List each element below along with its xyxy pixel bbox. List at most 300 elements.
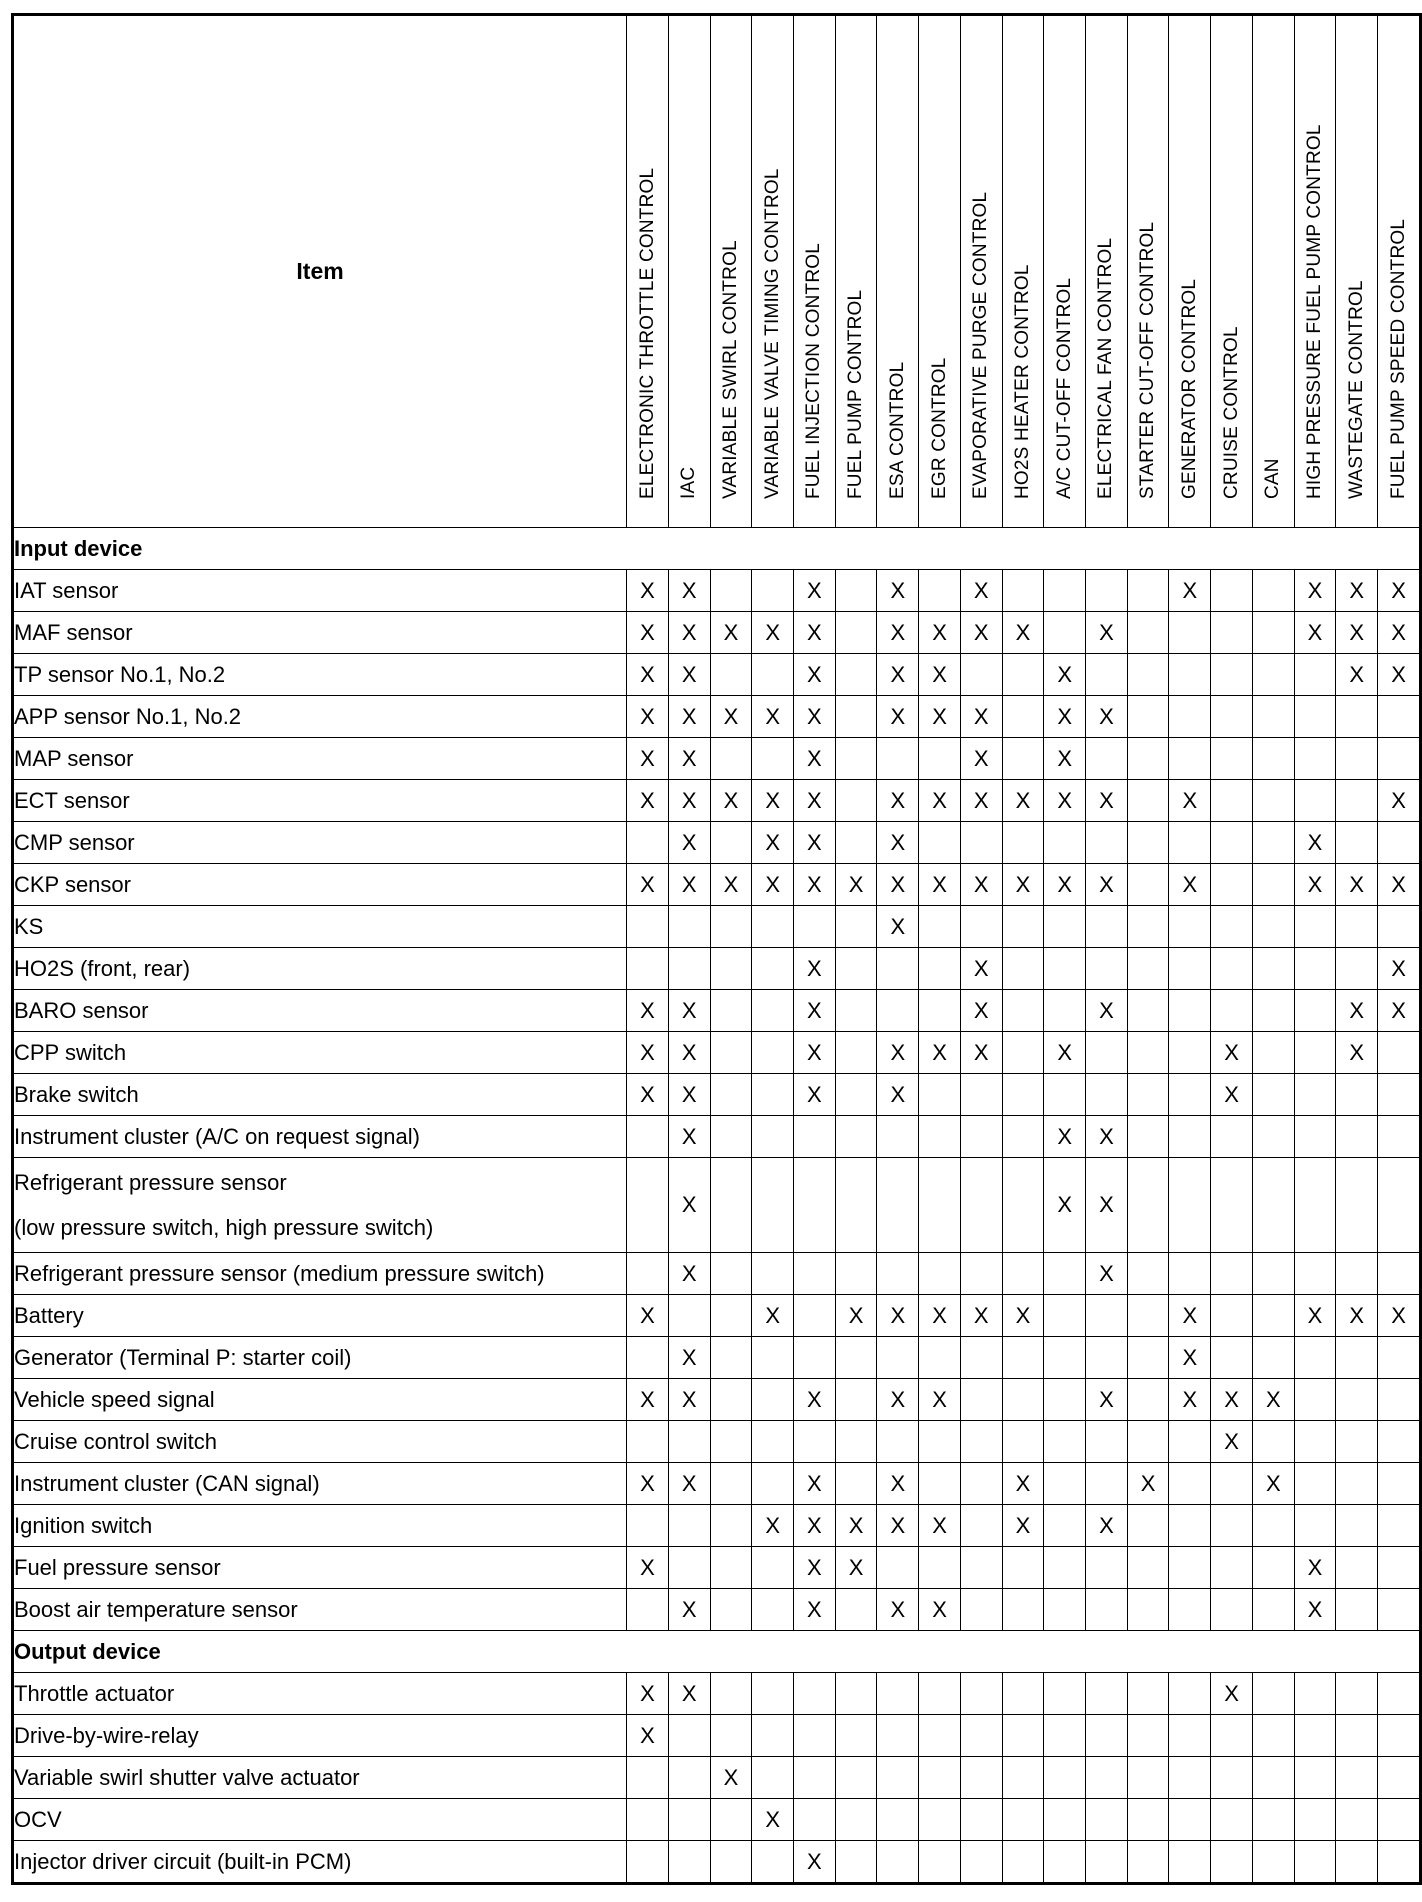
mark-cell-empty: [1169, 1589, 1211, 1631]
mark-cell-empty: [877, 990, 919, 1032]
mark-cell-x: X: [835, 1547, 877, 1589]
mark-cell-empty: [1252, 654, 1294, 696]
mark-cell-empty: [1211, 1841, 1253, 1884]
column-header-label: EGR CONTROL: [928, 357, 950, 499]
mark-cell-empty: [919, 1116, 961, 1158]
mark-cell-empty: [1086, 1589, 1128, 1631]
mark-cell-empty: [1336, 1547, 1378, 1589]
mark-cell-empty: [752, 1032, 794, 1074]
mark-cell-empty: [1378, 1757, 1421, 1799]
column-header: [919, 15, 961, 528]
mark-cell-empty: [1252, 1253, 1294, 1295]
mark-cell-empty: [1211, 1757, 1253, 1799]
column-header-label: GENERATOR CONTROL: [1178, 278, 1200, 499]
mark-cell-empty: [668, 1505, 710, 1547]
mark-cell-empty: [1294, 1715, 1336, 1757]
mark-cell-x: X: [877, 1295, 919, 1337]
mark-cell-empty: [1044, 948, 1086, 990]
mark-cell-empty: [919, 1715, 961, 1757]
row-label: Instrument cluster (A/C on request signal): [13, 1116, 627, 1158]
row-label: [13, 1158, 627, 1253]
mark-cell-x: X: [627, 780, 669, 822]
mark-cell-empty: [1336, 1673, 1378, 1715]
mark-cell-empty: [1336, 1074, 1378, 1116]
mark-cell-empty: [1336, 906, 1378, 948]
mark-cell-empty: [1336, 1799, 1378, 1841]
column-header-label: STARTER CUT-OFF CONTROL: [1137, 221, 1159, 499]
mark-cell-x: X: [1336, 1295, 1378, 1337]
mark-cell-empty: [1127, 822, 1169, 864]
mark-cell-empty: [1252, 1799, 1294, 1841]
mark-cell-empty: [752, 1841, 794, 1884]
mark-cell-x: X: [1252, 1463, 1294, 1505]
mark-cell-empty: [1252, 570, 1294, 612]
mark-cell-empty: [627, 948, 669, 990]
mark-cell-empty: [752, 1379, 794, 1421]
mark-cell-empty: [1294, 1841, 1336, 1884]
mark-cell-empty: [1127, 990, 1169, 1032]
mark-cell-x: X: [668, 1379, 710, 1421]
mark-cell-empty: [1002, 822, 1044, 864]
mark-cell-x: X: [1169, 1295, 1211, 1337]
mark-cell-x: X: [1044, 1158, 1086, 1253]
mark-cell-empty: [1336, 738, 1378, 780]
section-title: Input device: [13, 528, 1421, 570]
mark-cell-x: X: [960, 1295, 1002, 1337]
mark-cell-empty: [877, 1547, 919, 1589]
mark-cell-empty: [1044, 1505, 1086, 1547]
column-header-label: VARIABLE VALVE TIMING CONTROL: [761, 168, 783, 499]
table-row: [13, 990, 1421, 1032]
mark-cell-empty: [794, 906, 836, 948]
mark-cell-x: X: [668, 822, 710, 864]
mark-cell-empty: [668, 1757, 710, 1799]
mark-cell-x: X: [794, 1841, 836, 1884]
table-row: [13, 612, 1421, 654]
column-header-label: VARIABLE SWIRL CONTROL: [719, 240, 741, 499]
row-label: Battery: [13, 1295, 627, 1337]
table-row: [13, 1074, 1421, 1116]
mark-cell-empty: [1294, 990, 1336, 1032]
table-row: [13, 864, 1421, 906]
mark-cell-empty: [668, 1841, 710, 1884]
mark-cell-x: X: [1044, 1032, 1086, 1074]
mark-cell-empty: [1044, 1841, 1086, 1884]
mark-cell-empty: [1127, 696, 1169, 738]
row-label: Ignition switch: [13, 1505, 627, 1547]
mark-cell-empty: [1252, 612, 1294, 654]
mark-cell-x: X: [668, 780, 710, 822]
mark-cell-empty: [960, 1253, 1002, 1295]
mark-cell-x: X: [1294, 612, 1336, 654]
mark-cell-empty: [1002, 1757, 1044, 1799]
mark-cell-empty: [835, 654, 877, 696]
mark-cell-empty: [1252, 780, 1294, 822]
mark-cell-empty: [919, 1799, 961, 1841]
mark-cell-empty: [835, 1757, 877, 1799]
mark-cell-empty: [1044, 1463, 1086, 1505]
mark-cell-x: X: [877, 1032, 919, 1074]
table-row: [13, 1841, 1421, 1884]
mark-cell-empty: [1086, 1421, 1128, 1463]
mark-cell-empty: [710, 1799, 752, 1841]
mark-cell-empty: [1211, 906, 1253, 948]
mark-cell-x: X: [1002, 1463, 1044, 1505]
mark-cell-empty: [1169, 1158, 1211, 1253]
mark-cell-empty: [1294, 738, 1336, 780]
row-label: ECT sensor: [13, 780, 627, 822]
mark-cell-x: X: [1086, 1253, 1128, 1295]
mark-cell-empty: [1294, 1757, 1336, 1799]
column-header: [960, 15, 1002, 528]
mark-cell-empty: [710, 654, 752, 696]
mark-cell-x: X: [877, 1589, 919, 1631]
column-header: [1336, 15, 1378, 528]
row-label: CKP sensor: [13, 864, 627, 906]
section-header-row: [13, 528, 1421, 570]
mark-cell-empty: [1211, 1295, 1253, 1337]
mark-cell-x: X: [960, 948, 1002, 990]
mark-cell-empty: [1211, 696, 1253, 738]
row-label: Refrigerant pressure sensor (medium pressure switch): [13, 1253, 627, 1295]
row-label: CPP switch: [13, 1032, 627, 1074]
column-header: [835, 15, 877, 528]
mark-cell-empty: [710, 1116, 752, 1158]
mark-cell-empty: [1252, 1337, 1294, 1379]
mark-cell-x: X: [1044, 864, 1086, 906]
mark-cell-empty: [1378, 1421, 1421, 1463]
mark-cell-empty: [1252, 864, 1294, 906]
mark-cell-empty: [1294, 1074, 1336, 1116]
mark-cell-empty: [1336, 1379, 1378, 1421]
mark-cell-empty: [877, 738, 919, 780]
column-header: [1211, 15, 1253, 528]
mark-cell-x: X: [1378, 990, 1421, 1032]
row-label: Variable swirl shutter valve actuator: [13, 1757, 627, 1799]
mark-cell-x: X: [877, 1463, 919, 1505]
mark-cell-empty: [1211, 780, 1253, 822]
mark-cell-empty: [1378, 1116, 1421, 1158]
row-label: Drive-by-wire-relay: [13, 1715, 627, 1757]
mark-cell-empty: [1211, 654, 1253, 696]
mark-cell-x: X: [1211, 1673, 1253, 1715]
mark-cell-x: X: [1294, 1295, 1336, 1337]
mark-cell-empty: [710, 1463, 752, 1505]
mark-cell-x: X: [794, 1589, 836, 1631]
mark-cell-empty: [710, 1253, 752, 1295]
column-header-label: IAC: [678, 466, 700, 499]
mark-cell-x: X: [668, 654, 710, 696]
mark-cell-x: X: [877, 696, 919, 738]
column-header: [627, 15, 669, 528]
mark-cell-empty: [1294, 1463, 1336, 1505]
mark-cell-x: X: [1169, 864, 1211, 906]
mark-cell-x: X: [1336, 864, 1378, 906]
mark-cell-empty: [1336, 1589, 1378, 1631]
mark-cell-empty: [1169, 1074, 1211, 1116]
mark-cell-empty: [1002, 906, 1044, 948]
mark-cell-x: X: [668, 696, 710, 738]
mark-cell-x: X: [627, 1547, 669, 1589]
mark-cell-empty: [1044, 990, 1086, 1032]
mark-cell-empty: [1002, 1253, 1044, 1295]
mark-cell-empty: [1127, 1841, 1169, 1884]
mark-cell-empty: [1211, 1463, 1253, 1505]
column-header-label: HO2S HEATER CONTROL: [1011, 264, 1033, 499]
mark-cell-empty: [710, 1715, 752, 1757]
mark-cell-empty: [1044, 1295, 1086, 1337]
row-label: MAP sensor: [13, 738, 627, 780]
column-header-label: ELECTRICAL FAN CONTROL: [1095, 237, 1117, 499]
mark-cell-empty: [1086, 948, 1128, 990]
mark-cell-x: X: [1169, 780, 1211, 822]
mark-cell-empty: [1044, 1757, 1086, 1799]
table-row: [13, 906, 1421, 948]
mark-cell-empty: [1127, 1799, 1169, 1841]
mark-cell-empty: [1252, 990, 1294, 1032]
mark-cell-empty: [1044, 1673, 1086, 1715]
mark-cell-empty: [752, 906, 794, 948]
mark-cell-empty: [1169, 1253, 1211, 1295]
mark-cell-x: X: [710, 696, 752, 738]
mark-cell-x: X: [1086, 990, 1128, 1032]
mark-cell-empty: [835, 906, 877, 948]
mark-cell-empty: [960, 822, 1002, 864]
mark-cell-x: X: [627, 612, 669, 654]
mark-cell-empty: [960, 1158, 1002, 1253]
row-label: Instrument cluster (CAN signal): [13, 1463, 627, 1505]
mark-cell-empty: [1044, 612, 1086, 654]
mark-cell-empty: [1378, 906, 1421, 948]
mark-cell-empty: [1211, 612, 1253, 654]
matrix-body: [13, 528, 1421, 1884]
mark-cell-empty: [1002, 654, 1044, 696]
mark-cell-empty: [960, 1757, 1002, 1799]
mark-cell-x: X: [877, 1379, 919, 1421]
section-title: Output device: [13, 1631, 1421, 1673]
mark-cell-x: X: [1378, 948, 1421, 990]
mark-cell-empty: [877, 948, 919, 990]
mark-cell-empty: [752, 990, 794, 1032]
mark-cell-empty: [1294, 1116, 1336, 1158]
mark-cell-x: X: [794, 864, 836, 906]
mark-cell-empty: [1378, 1463, 1421, 1505]
column-header: [668, 15, 710, 528]
table-row: [13, 1589, 1421, 1631]
mark-cell-x: X: [1211, 1379, 1253, 1421]
column-header: [877, 15, 919, 528]
mark-cell-x: X: [794, 780, 836, 822]
column-header: [1294, 15, 1336, 528]
mark-cell-empty: [627, 1116, 669, 1158]
mark-cell-x: X: [960, 1032, 1002, 1074]
mark-cell-empty: [627, 1589, 669, 1631]
mark-cell-x: X: [627, 864, 669, 906]
mark-cell-empty: [919, 1421, 961, 1463]
mark-cell-empty: [835, 1032, 877, 1074]
mark-cell-empty: [1086, 906, 1128, 948]
mark-cell-empty: [1002, 1116, 1044, 1158]
mark-cell-empty: [710, 1379, 752, 1421]
row-label: Brake switch: [13, 1074, 627, 1116]
table-row: [13, 654, 1421, 696]
mark-cell-x: X: [1378, 654, 1421, 696]
mark-cell-x: X: [794, 1463, 836, 1505]
mark-cell-empty: [1336, 1253, 1378, 1295]
mark-cell-empty: [1127, 780, 1169, 822]
mark-cell-empty: [960, 1589, 1002, 1631]
table-row: [13, 1032, 1421, 1074]
mark-cell-x: X: [1336, 570, 1378, 612]
mark-cell-empty: [1002, 738, 1044, 780]
mark-cell-empty: [1336, 1463, 1378, 1505]
mark-cell-x: X: [919, 612, 961, 654]
mark-cell-empty: [835, 1463, 877, 1505]
mark-cell-empty: [835, 1421, 877, 1463]
mark-cell-empty: [835, 1337, 877, 1379]
mark-cell-empty: [835, 1074, 877, 1116]
mark-cell-x: X: [1044, 780, 1086, 822]
mark-cell-empty: [752, 1337, 794, 1379]
mark-cell-x: X: [752, 822, 794, 864]
mark-cell-x: X: [668, 612, 710, 654]
mark-cell-empty: [710, 1295, 752, 1337]
mark-cell-x: X: [1002, 1505, 1044, 1547]
table-row: [13, 1757, 1421, 1799]
mark-cell-x: X: [1086, 1158, 1128, 1253]
mark-cell-x: X: [1169, 1379, 1211, 1421]
mark-cell-empty: [1294, 780, 1336, 822]
mark-cell-x: X: [877, 1074, 919, 1116]
column-header-label: ESA CONTROL: [886, 361, 908, 499]
mark-cell-x: X: [1044, 654, 1086, 696]
mark-cell-x: X: [627, 1295, 669, 1337]
mark-cell-empty: [835, 1715, 877, 1757]
mark-cell-empty: [1169, 948, 1211, 990]
mark-cell-empty: [1002, 1337, 1044, 1379]
mark-cell-empty: [752, 570, 794, 612]
mark-cell-empty: [1294, 1158, 1336, 1253]
mark-cell-x: X: [752, 696, 794, 738]
mark-cell-empty: [1002, 1589, 1044, 1631]
mark-cell-empty: [1086, 1715, 1128, 1757]
mark-cell-x: X: [919, 864, 961, 906]
mark-cell-x: X: [1336, 990, 1378, 1032]
mark-cell-x: X: [1211, 1032, 1253, 1074]
mark-cell-empty: [1294, 1253, 1336, 1295]
mark-cell-x: X: [668, 864, 710, 906]
mark-cell-empty: [1252, 1673, 1294, 1715]
mark-cell-empty: [835, 780, 877, 822]
mark-cell-empty: [960, 1421, 1002, 1463]
mark-cell-empty: [1378, 1505, 1421, 1547]
column-header: [1086, 15, 1128, 528]
table-row: [13, 780, 1421, 822]
mark-cell-empty: [1127, 738, 1169, 780]
mark-cell-empty: [1044, 1421, 1086, 1463]
mark-cell-x: X: [710, 780, 752, 822]
mark-cell-x: X: [794, 1379, 836, 1421]
header-row: [13, 15, 1421, 528]
mark-cell-empty: [835, 990, 877, 1032]
mark-cell-x: X: [794, 654, 836, 696]
mark-cell-empty: [1044, 906, 1086, 948]
mark-cell-empty: [960, 1505, 1002, 1547]
mark-cell-empty: [710, 948, 752, 990]
mark-cell-empty: [835, 612, 877, 654]
mark-cell-empty: [960, 654, 1002, 696]
mark-cell-empty: [1127, 1074, 1169, 1116]
mark-cell-empty: [1044, 1715, 1086, 1757]
mark-cell-empty: [752, 654, 794, 696]
mark-cell-empty: [1127, 1505, 1169, 1547]
row-label: Injector driver circuit (built-in PCM): [13, 1841, 627, 1884]
mark-cell-empty: [1211, 864, 1253, 906]
mark-cell-x: X: [1002, 612, 1044, 654]
mark-cell-x: X: [877, 570, 919, 612]
table-row: [13, 696, 1421, 738]
mark-cell-x: X: [794, 570, 836, 612]
mark-cell-empty: [1086, 1673, 1128, 1715]
mark-cell-x: X: [919, 654, 961, 696]
table-row: [13, 1295, 1421, 1337]
row-label: APP sensor No.1, No.2: [13, 696, 627, 738]
mark-cell-empty: [710, 822, 752, 864]
mark-cell-empty: [1169, 1841, 1211, 1884]
mark-cell-empty: [835, 822, 877, 864]
mark-cell-empty: [919, 1463, 961, 1505]
mark-cell-empty: [919, 1337, 961, 1379]
mark-cell-empty: [752, 1074, 794, 1116]
mark-cell-empty: [1086, 1841, 1128, 1884]
mark-cell-empty: [1127, 864, 1169, 906]
mark-cell-empty: [627, 1337, 669, 1379]
mark-cell-empty: [1294, 1673, 1336, 1715]
mark-cell-empty: [794, 1158, 836, 1253]
mark-cell-empty: [1127, 1715, 1169, 1757]
mark-cell-empty: [1211, 570, 1253, 612]
mark-cell-empty: [1252, 696, 1294, 738]
mark-cell-empty: [710, 1421, 752, 1463]
mark-cell-empty: [1378, 738, 1421, 780]
mark-cell-empty: [1211, 990, 1253, 1032]
mark-cell-empty: [1086, 654, 1128, 696]
mark-cell-empty: [835, 1589, 877, 1631]
mark-cell-empty: [794, 1295, 836, 1337]
mark-cell-empty: [1127, 570, 1169, 612]
mark-cell-empty: [1378, 1589, 1421, 1631]
mark-cell-x: X: [1002, 780, 1044, 822]
mark-cell-empty: [1127, 1673, 1169, 1715]
mark-cell-empty: [1378, 1337, 1421, 1379]
table-row: [13, 1379, 1421, 1421]
row-label: Throttle actuator: [13, 1673, 627, 1715]
mark-cell-empty: [1044, 1337, 1086, 1379]
mark-cell-empty: [1252, 1116, 1294, 1158]
mark-cell-empty: [1169, 1421, 1211, 1463]
mark-cell-empty: [1294, 948, 1336, 990]
mark-cell-x: X: [794, 1547, 836, 1589]
mark-cell-empty: [835, 1116, 877, 1158]
row-label: Cruise control switch: [13, 1421, 627, 1463]
control-matrix-table: [11, 13, 1422, 1885]
row-label: OCV: [13, 1799, 627, 1841]
row-label: Generator (Terminal P: starter coil): [13, 1337, 627, 1379]
mark-cell-empty: [1127, 1379, 1169, 1421]
mark-cell-empty: [1378, 1379, 1421, 1421]
row-label: Fuel pressure sensor: [13, 1547, 627, 1589]
mark-cell-empty: [1127, 1757, 1169, 1799]
